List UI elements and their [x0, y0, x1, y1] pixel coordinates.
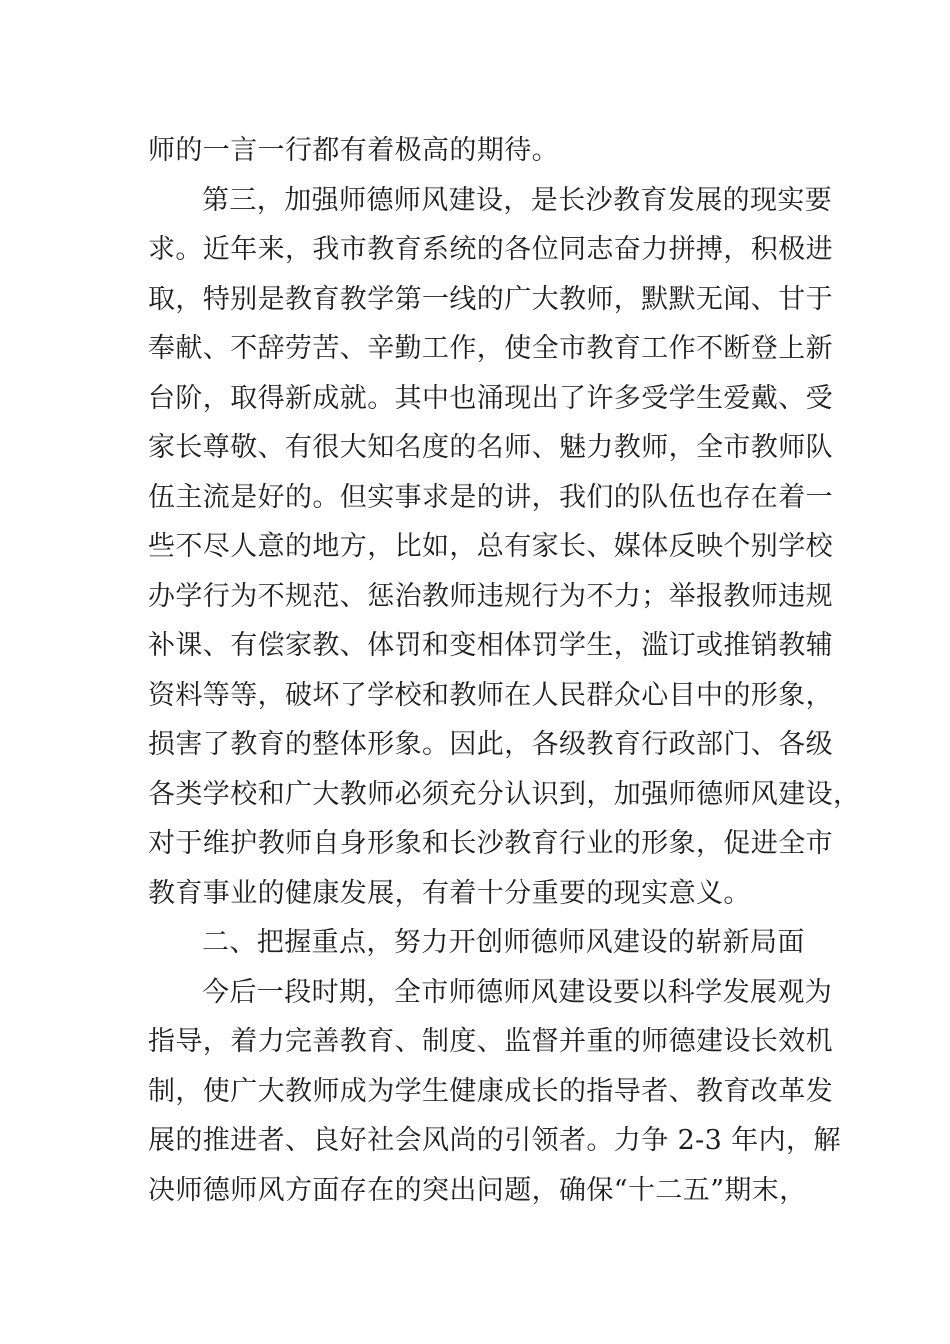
- text-line: 损害了教育的整体形象。因此，各级教育行政部门、各级: [148, 729, 833, 760]
- text-line: 展的推进者、良好社会风尚的引领者。力争 2-3 年内，解: [148, 1125, 841, 1156]
- text-line: 补课、有偿家教、体罚和变相体罚学生，滥订或推销教辅: [148, 630, 833, 661]
- text-line: 办学行为不规范、惩治教师违规行为不力；举报教师违规: [148, 580, 833, 612]
- text-line: 教育事业的健康发展，有着十分重要的现实意义。: [148, 877, 751, 909]
- body-text: [148, 126, 861, 1215]
- text-line: 今后一段时期，全市师德师风建设要以科学发展观为: [202, 976, 833, 1008]
- text-line: 制，使广大教师成为学生健康成长的指导者、教育改革发: [148, 1075, 833, 1107]
- text-line: 指导，着力完善教育、制度、监督并重的师德建设长效机: [148, 1026, 833, 1057]
- text-line: 二、把握重点，努力开创师德师风建设的崭新局面: [202, 927, 805, 958]
- text-line: 师的一言一行都有着极高的期待。: [148, 135, 559, 166]
- text-line: 家长尊敬、有很大知名度的名师、魅力教师，全市教师队: [148, 432, 833, 463]
- text-line: 台阶，取得新成就。其中也涌现出了许多受学生爱戴、受: [148, 382, 833, 414]
- text-line: 对于维护教师自身形象和长沙教育行业的形象，促进全市: [148, 828, 833, 859]
- text-line: 决师德师风方面存在的突出问题，确保“十二五”期末，: [148, 1174, 807, 1206]
- text-line: 伍主流是好的。但实事求是的讲，我们的队伍也存在着一: [148, 481, 833, 513]
- text-line: 第三，加强师德师风建设，是长沙教育发展的现实要: [202, 184, 833, 216]
- text-line: 各类学校和广大教师必须充分认识到，加强师德师风建设，: [148, 778, 861, 810]
- text-line: 奉献、不辞劳苦、辛勤工作，使全市教育工作不断登上新: [148, 333, 833, 364]
- text-line: 些不尽人意的地方，比如，总有家长、媒体反映个别学校: [148, 531, 833, 562]
- text-line: 求。近年来，我市教育系统的各位同志奋力拼搏，积极进: [148, 234, 833, 265]
- text-line: 资料等等，破坏了学校和教师在人民群众心目中的形象，: [148, 679, 833, 711]
- text-line: 取，特别是教育教学第一线的广大教师，默默无闻、甘于: [148, 283, 833, 315]
